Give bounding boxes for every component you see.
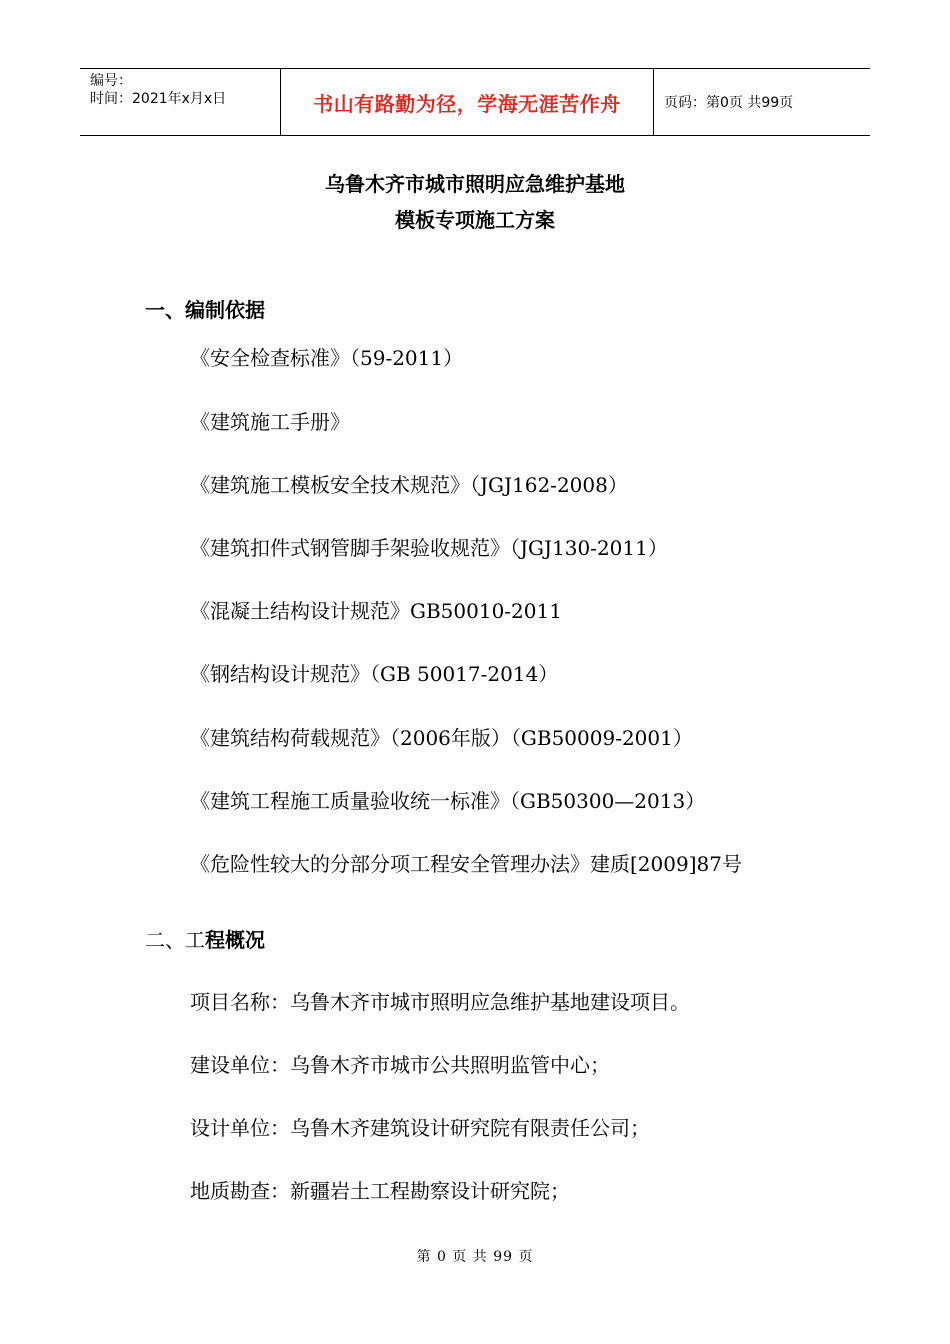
section-heading-overview (145, 924, 265, 953)
section-title: 编制依据 (185, 298, 265, 322)
time-label: 时间：2021年x月x日 (90, 91, 227, 107)
section-title: 程概况 (205, 928, 265, 952)
project-info-item: 设计单位：乌鲁木齐建筑设计研究院有限责任公司； (190, 1116, 650, 1140)
page-footer: 第 0 页 共 99 页 (416, 1249, 534, 1265)
project-info-item: 地质勘查：新疆岩土工程勘察设计研究院； (190, 1179, 570, 1203)
project-info-item: 项目名称：乌鲁木齐市城市照明应急维护基地建设项目。 (190, 990, 690, 1014)
reference-item: 《混凝土结构设计规范》GB50010-2011 (190, 599, 562, 623)
reference-item: 《危险性较大的分部分项工程安全管理办法》建质[2009]87号 (190, 852, 742, 876)
section-heading-basis (145, 294, 265, 323)
reference-item: 《建筑施工模板安全技术规范》（JGJ162-2008） (190, 473, 628, 497)
document-title-line1: 乌鲁木齐市城市照明应急维护基地 (325, 172, 625, 196)
reference-item: 《建筑施工手册》 (190, 410, 350, 434)
document-title-line2: 模板专项施工方案 (395, 208, 555, 232)
reference-item: 《建筑工程施工质量验收统一标准》（GB50300—2013） (190, 789, 706, 813)
header-page-info: 页码：第0页 共99页 (664, 95, 794, 111)
project-info-item: 建设单位：乌鲁木齐市城市公共照明监管中心； (190, 1053, 610, 1077)
header-motto: 书山有路勤为径，学海无涯苦作舟 (281, 69, 654, 135)
reference-item: 《建筑扣件式钢管脚手架验收规范》（JGJ130-2011） (190, 536, 668, 560)
number-label: 编号： (90, 73, 132, 89)
reference-item: 《钢结构设计规范》（GB 50017-2014） (190, 662, 559, 686)
section-number: 二、工 (145, 928, 205, 952)
header-meta (80, 69, 281, 135)
reference-item: 《建筑结构荷载规范》（2006年版）（GB50009-2001） (190, 726, 693, 750)
reference-item: 《安全检查标准》（59-2011） (190, 346, 464, 370)
section-number: 一、 (145, 298, 185, 322)
document-header (80, 68, 870, 136)
